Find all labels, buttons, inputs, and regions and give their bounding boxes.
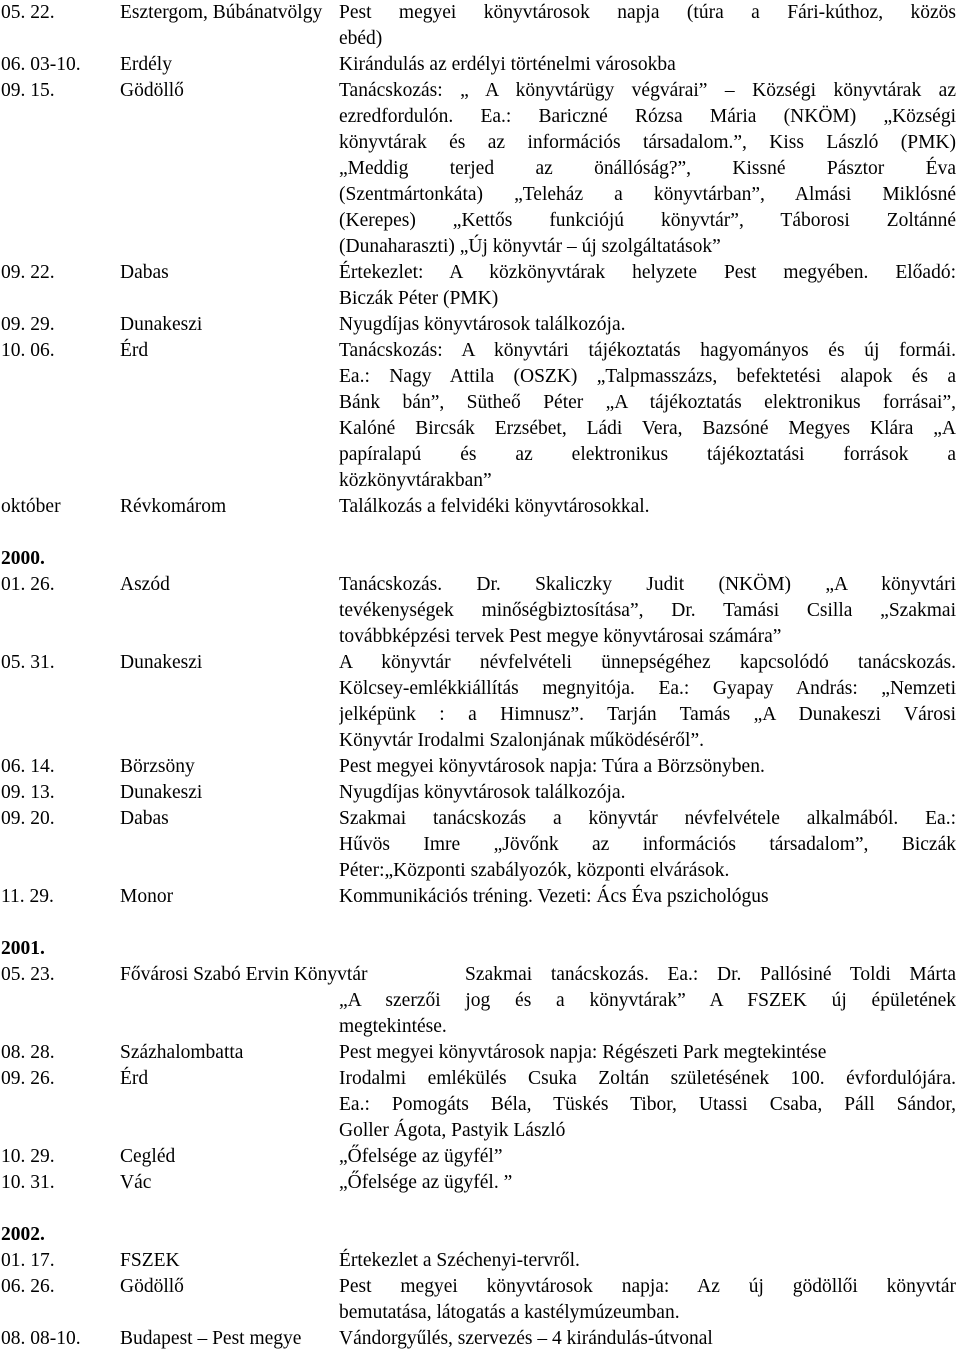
- event-place: Dunakeszi: [120, 652, 203, 673]
- description-line: Irodalmi emlékülés Csuka Zoltán születésének 100. évfordulójára.: [339, 1068, 956, 1089]
- event-date: 09. 29.: [1, 314, 55, 335]
- description-line: Ea.: Nagy Attila (OSZK) „Talpmasszázs, befektetési alapok és a: [339, 366, 956, 387]
- event-date: 09. 13.: [1, 782, 55, 803]
- description-line: (Kerepes) „Kettős funkciójú könyvtár”, Táborosi Zoltánné: [339, 210, 956, 231]
- event-date: 08. 28.: [1, 1042, 55, 1063]
- event-date: 05. 23.: [1, 964, 55, 985]
- description-line: Kommunikációs tréning. Vezeti: Ács Éva pszichológus: [339, 886, 769, 907]
- event-description: [339, 338, 956, 494]
- description-line: Tanácskozás: A könyvtári tájékoztatás hagyományos és új formái.: [339, 340, 956, 361]
- event-place: Révkomárom: [120, 496, 227, 517]
- event-date: 01. 17.: [1, 1250, 55, 1271]
- year-heading: 2000.: [1, 548, 45, 569]
- event-place: Aszód: [120, 574, 170, 595]
- event-description: [339, 1274, 956, 1326]
- description-line: „Őfelsége az ügyfél. ”: [339, 1172, 513, 1193]
- event-description: [339, 0, 956, 52]
- description-line: közkönyvtárakban”: [339, 470, 492, 491]
- description-line: Pest megyei könyvtárosok napja: Régészeti Park megtekintése: [339, 1042, 827, 1063]
- description-line: Értekezlet: A közkönyvtárak helyzete Pest megyében. Előadó:: [339, 262, 956, 283]
- description-line: Nyugdíjas könyvtárosok találkozója.: [339, 314, 626, 335]
- description-line: továbbképzési tervek Pest megye könyvtárosai számára”: [339, 626, 782, 647]
- description-line: Pest megyei könyvtárosok napja: Túra a Börzsönyben.: [339, 756, 765, 777]
- event-place: Vác: [120, 1172, 152, 1193]
- event-description: [339, 1040, 956, 1066]
- description-line: Kölcsey-emlékkiállítás megnyitója. Ea.: Gyapay András: „Nemzeti: [339, 678, 956, 699]
- event-place: Dunakeszi: [120, 782, 203, 803]
- event-description: [339, 1066, 956, 1144]
- event-description: [339, 806, 956, 884]
- event-description: [339, 1144, 956, 1170]
- description-line: Kirándulás az erdélyi történelmi városokba: [339, 54, 676, 75]
- event-date: 06. 26.: [1, 1276, 55, 1297]
- description-line: Pest megyei könyvtárosok napja (túra a Fári-kúthoz, közös: [339, 2, 956, 23]
- description-line: A könyvtár névfelvételi ünnepségéhez kapcsolódó tanácskozás.: [339, 652, 956, 673]
- event-place: FSZEK: [120, 1250, 180, 1271]
- description-line: Ea.: Pomogáts Béla, Tüskés Tibor, Utassi Csaba, Páll Sándor,: [339, 1094, 956, 1115]
- event-place: Cegléd: [120, 1146, 176, 1167]
- description-line: Kalóné Bircsák Erzsébet, Ládi Vera, Bazsóné Megyes Klára „A: [339, 418, 956, 439]
- event-description: [339, 988, 956, 1040]
- event-date: 06. 14.: [1, 756, 55, 777]
- description-line: Nyugdíjas könyvtárosok találkozója.: [339, 782, 626, 803]
- description-line: Vándorgyűlés, szervezés – 4 kirándulás-útvonal: [339, 1328, 713, 1349]
- description-line: jelképünk : a Himnusz”. Tarján Tamás „A Dunakeszi Városi: [339, 704, 956, 725]
- event-place: Dabas: [120, 262, 169, 283]
- event-place: Dunakeszi: [120, 314, 203, 335]
- event-date: 09. 26.: [1, 1068, 55, 1089]
- description-line: Hűvös Imre „Jövőnk az információs társadalom”, Biczák: [339, 834, 956, 855]
- event-place: Százhalombatta: [120, 1042, 244, 1063]
- event-description: [339, 260, 956, 312]
- event-place: Budapest – Pest megye: [120, 1328, 302, 1349]
- event-description: [339, 754, 956, 780]
- description-line: „A szerzői jog és a könyvtárak” A FSZEK új épületének: [339, 990, 956, 1011]
- event-description: [339, 780, 956, 806]
- event-description: [339, 572, 956, 650]
- event-description: [339, 1248, 956, 1274]
- event-date: 10. 29.: [1, 1146, 55, 1167]
- description-line: Szakmai tanácskozás. Ea.: Dr. Pallósiné Toldi Márta: [465, 964, 956, 985]
- description-line: megtekintése.: [339, 1016, 447, 1037]
- description-line: „Őfelsége az ügyfél”: [339, 1146, 503, 1167]
- year-heading: 2001.: [1, 938, 45, 959]
- description-line: Péter:„Központi szabályozók, központi elvárások.: [339, 860, 730, 881]
- description-line: tevékenységek minőségbiztosítása”, Dr. Tamási Csilla „Szakmai: [339, 600, 956, 621]
- description-line: Biczák Péter (PMK): [339, 288, 499, 309]
- event-place: Gödöllő: [120, 80, 184, 101]
- description-line: Könyvtár Irodalmi Szalonjának működéséről”.: [339, 730, 704, 751]
- event-date: 09. 22.: [1, 262, 55, 283]
- description-line: „Meddig terjed az önállóság?”, Kissné Pásztor Éva: [339, 158, 956, 179]
- description-line: bemutatása, látogatás a kastélymúzeumban.: [339, 1302, 680, 1323]
- description-line: Tanácskozás. Dr. Skaliczky Judit (NKÖM) „A könyvtári: [339, 574, 956, 595]
- event-place: Monor: [120, 886, 174, 907]
- description-line: (Dunaharaszti) „Új könyvtár – új szolgáltatások”: [339, 236, 721, 257]
- description-line: ezredfordulón. Ea.: Bariczné Rózsa Mária (NKÖM) „Községi: [339, 106, 956, 127]
- description-line: Értekezlet a Széchenyi-tervről.: [339, 1250, 580, 1271]
- event-date: 01. 26.: [1, 574, 55, 595]
- event-description: [339, 52, 956, 78]
- event-date: 09. 20.: [1, 808, 55, 829]
- description-line: Találkozás a felvidéki könyvtárosokkal.: [339, 496, 650, 517]
- event-place: Börzsöny: [120, 756, 195, 777]
- description-line: Goller Ágota, Pastyik László: [339, 1120, 566, 1141]
- event-date: 10. 31.: [1, 1172, 55, 1193]
- event-description: [339, 650, 956, 754]
- event-date: 10. 06.: [1, 340, 55, 361]
- description-line: Bánk bán”, Sütheő Péter „A tájékoztatás elektronikus forrásai”,: [339, 392, 956, 413]
- event-place: Esztergom, Búbánatvölgy: [120, 2, 323, 23]
- event-description: [339, 1326, 956, 1352]
- event-date: 05. 31.: [1, 652, 55, 673]
- year-heading: 2002.: [1, 1224, 45, 1245]
- event-date: 05. 22.: [1, 2, 55, 23]
- event-date: október: [1, 496, 61, 517]
- description-line: Pest megyei könyvtárosok napja: Az új gödöllői könyvtár: [339, 1276, 956, 1297]
- event-date: 09. 15.: [1, 80, 55, 101]
- description-line: Tanácskozás: „ A könyvtárügy végvárai” – Községi könyvtárak az: [339, 80, 956, 101]
- event-description: [339, 494, 956, 520]
- event-place: Dabas: [120, 808, 169, 829]
- description-line: könyvtárak és az információs társadalom.”, Kiss László (PMK): [339, 132, 956, 153]
- description-line: Szakmai tanácskozás a könyvtár névfelvétele alkalmából. Ea.:: [339, 808, 956, 829]
- event-date: 08. 08-10.: [1, 1328, 81, 1349]
- description-line: ebéd): [339, 28, 383, 49]
- event-description: [339, 1170, 956, 1196]
- event-place: Gödöllő: [120, 1276, 184, 1297]
- event-description: [339, 884, 956, 910]
- event-place: Érd: [120, 340, 149, 361]
- event-date: 11. 29.: [1, 886, 54, 907]
- event-place: Érd: [120, 1068, 149, 1089]
- event-place: Erdély: [120, 54, 172, 75]
- description-line: papíralapú és az elektronikus tájékoztatási források a: [339, 444, 956, 465]
- event-description: [339, 312, 956, 338]
- event-description: [339, 78, 956, 260]
- event-date: 06. 03-10.: [1, 54, 81, 75]
- description-line: (Szentmártonkáta) „Teleház a könyvtárban”, Almási Miklósné: [339, 184, 956, 205]
- event-place: Fővárosi Szabó Ervin Könyvtár: [120, 964, 368, 985]
